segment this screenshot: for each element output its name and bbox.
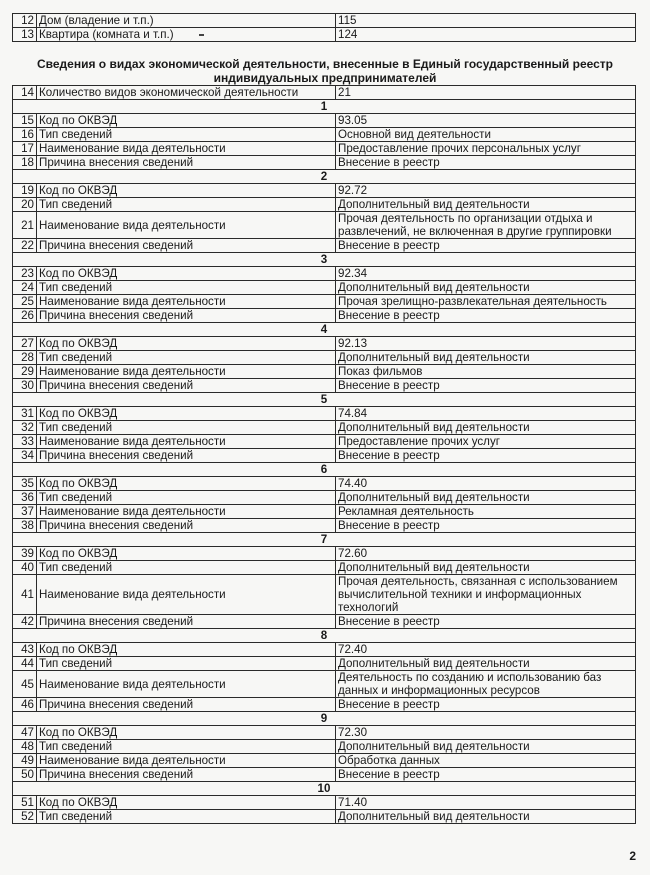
- row-value: 124: [336, 28, 636, 42]
- row-value: Дополнительный вид деятельности: [336, 561, 636, 575]
- row-label: Тип сведений: [37, 198, 336, 212]
- row-number: 32: [13, 421, 37, 435]
- row-label: Причина внесения сведений: [37, 519, 336, 533]
- table-row: [13, 337, 636, 351]
- table-row: [13, 351, 636, 365]
- table-row: [13, 239, 636, 253]
- row-value: Дополнительный вид деятельности: [336, 491, 636, 505]
- row-number: 50: [13, 768, 37, 782]
- activity-section-header: [13, 393, 636, 407]
- row-value: 74.84: [336, 407, 636, 421]
- row-label: Код по ОКВЭД: [37, 643, 336, 657]
- row-number: 39: [13, 547, 37, 561]
- row-value: Дополнительный вид деятельности: [336, 810, 636, 824]
- row-label: Код по ОКВЭД: [37, 184, 336, 198]
- row-label: Код по ОКВЭД: [37, 726, 336, 740]
- table-row: [13, 309, 636, 323]
- stray-mark: [199, 34, 204, 36]
- row-number: 20: [13, 198, 37, 212]
- row-number: 51: [13, 796, 37, 810]
- row-value: Дополнительный вид деятельности: [336, 351, 636, 365]
- table-row: [13, 142, 636, 156]
- row-label: Тип сведений: [37, 281, 336, 295]
- row-label: Причина внесения сведений: [37, 156, 336, 170]
- row-value: Внесение в реестр: [336, 698, 636, 712]
- row-number: 26: [13, 309, 37, 323]
- row-label: Наименование вида деятельности: [37, 212, 336, 239]
- address-table: [12, 13, 636, 42]
- section-title-line1: Сведения о видах экономической деятельности, внесенные в Единый государственный реестр: [36, 57, 614, 71]
- table-row: [13, 114, 636, 128]
- table-row: [13, 810, 636, 824]
- row-value: Дополнительный вид деятельности: [336, 281, 636, 295]
- table-row: [13, 128, 636, 142]
- table-row: [13, 28, 636, 42]
- row-label: Причина внесения сведений: [37, 615, 336, 629]
- row-number: 42: [13, 615, 37, 629]
- row-number: 30: [13, 379, 37, 393]
- row-value: Прочая деятельность, связанная с использованием вычислительной техники и информационных технологий: [336, 575, 636, 615]
- row-value: Внесение в реестр: [336, 519, 636, 533]
- row-label: Причина внесения сведений: [37, 239, 336, 253]
- section-title-line2: индивидуальных предпринимателей: [213, 71, 437, 85]
- row-label: Наименование вида деятельности: [37, 365, 336, 379]
- row-label: Наименование вида деятельности: [37, 575, 336, 615]
- activity-section-header: [13, 533, 636, 547]
- table-row: [13, 156, 636, 170]
- row-number: 28: [13, 351, 37, 365]
- row-value: 71.40: [336, 796, 636, 810]
- row-value: Внесение в реестр: [336, 615, 636, 629]
- row-number: 41: [13, 575, 37, 615]
- table-row: [13, 671, 636, 698]
- activity-index: 1: [13, 100, 636, 114]
- row-number: 13: [13, 28, 37, 42]
- row-label: Причина внесения сведений: [37, 768, 336, 782]
- row-label: Наименование вида деятельности: [37, 435, 336, 449]
- row-value: 92.13: [336, 337, 636, 351]
- row-value: Внесение в реестр: [336, 156, 636, 170]
- activities-table: [12, 85, 636, 824]
- table-row: [13, 547, 636, 561]
- table-row: [13, 281, 636, 295]
- table-row: [13, 379, 636, 393]
- row-label: Дом (владение и т.п.): [37, 14, 336, 28]
- row-number: 43: [13, 643, 37, 657]
- table-row: [13, 407, 636, 421]
- activity-index: 8: [13, 629, 636, 643]
- row-value: 93.05: [336, 114, 636, 128]
- table-row: [13, 519, 636, 533]
- activity-section-header: [13, 463, 636, 477]
- table-row: [13, 575, 636, 615]
- activity-section-header: [13, 629, 636, 643]
- table-row: [13, 267, 636, 281]
- table-row: [13, 615, 636, 629]
- row-label: Тип сведений: [37, 561, 336, 575]
- row-value: Деятельность по созданию и использованию баз данных и информационных ресурсов: [336, 671, 636, 698]
- row-label: Тип сведений: [37, 491, 336, 505]
- row-label: Код по ОКВЭД: [37, 267, 336, 281]
- row-number: 15: [13, 114, 37, 128]
- row-value: 92.34: [336, 267, 636, 281]
- row-number: 21: [13, 212, 37, 239]
- row-label: Код по ОКВЭД: [37, 337, 336, 351]
- activity-index: 3: [13, 253, 636, 267]
- row-number: 35: [13, 477, 37, 491]
- row-number: 46: [13, 698, 37, 712]
- table-row: [13, 365, 636, 379]
- row-value: 21: [336, 86, 636, 100]
- table-row: [13, 435, 636, 449]
- row-number: 16: [13, 128, 37, 142]
- row-label: Тип сведений: [37, 351, 336, 365]
- table-row: [13, 796, 636, 810]
- row-label: Тип сведений: [37, 421, 336, 435]
- row-value: Предоставление прочих услуг: [336, 435, 636, 449]
- row-number: 25: [13, 295, 37, 309]
- table-row: [13, 477, 636, 491]
- row-value: Показ фильмов: [336, 365, 636, 379]
- row-label: Наименование вида деятельности: [37, 142, 336, 156]
- row-label: Причина внесения сведений: [37, 449, 336, 463]
- row-label: Наименование вида деятельности: [37, 505, 336, 519]
- row-number: 37: [13, 505, 37, 519]
- activity-index: 7: [13, 533, 636, 547]
- activity-index: 2: [13, 170, 636, 184]
- row-label: Наименование вида деятельности: [37, 295, 336, 309]
- section-title: [0, 57, 650, 85]
- row-number: 24: [13, 281, 37, 295]
- activity-index: 6: [13, 463, 636, 477]
- row-number: 17: [13, 142, 37, 156]
- table-row: [13, 295, 636, 309]
- row-number: 44: [13, 657, 37, 671]
- table-row: [13, 491, 636, 505]
- row-value: 72.30: [336, 726, 636, 740]
- row-label: Код по ОКВЭД: [37, 407, 336, 421]
- row-label: Причина внесения сведений: [37, 698, 336, 712]
- row-number: 34: [13, 449, 37, 463]
- row-value: Внесение в реестр: [336, 309, 636, 323]
- activity-section-header: [13, 782, 636, 796]
- row-value: 92.72: [336, 184, 636, 198]
- row-number: 36: [13, 491, 37, 505]
- row-number: 48: [13, 740, 37, 754]
- table-row: [13, 740, 636, 754]
- row-label: Тип сведений: [37, 128, 336, 142]
- row-number: 33: [13, 435, 37, 449]
- row-value: Дополнительный вид деятельности: [336, 740, 636, 754]
- row-value: Прочая деятельность по организации отдыха и развлечений, не включенная в другие группировки: [336, 212, 636, 239]
- row-value: Основной вид деятельности: [336, 128, 636, 142]
- row-number: 49: [13, 754, 37, 768]
- row-value: Внесение в реестр: [336, 239, 636, 253]
- row-label: Причина внесения сведений: [37, 379, 336, 393]
- row-value: Внесение в реестр: [336, 379, 636, 393]
- row-number: 12: [13, 14, 37, 28]
- table-row: [13, 768, 636, 782]
- row-label: Наименование вида деятельности: [37, 671, 336, 698]
- row-number: 47: [13, 726, 37, 740]
- activity-index: 5: [13, 393, 636, 407]
- table-row: [13, 198, 636, 212]
- table-row: [13, 561, 636, 575]
- row-number: 31: [13, 407, 37, 421]
- activity-section-header: [13, 712, 636, 726]
- row-label: Код по ОКВЭД: [37, 547, 336, 561]
- row-label: Тип сведений: [37, 810, 336, 824]
- row-value: Предоставление прочих персональных услуг: [336, 142, 636, 156]
- table-row: [13, 212, 636, 239]
- row-number: 40: [13, 561, 37, 575]
- row-number: 52: [13, 810, 37, 824]
- row-value: 74.40: [336, 477, 636, 491]
- row-value: Рекламная деятельность: [336, 505, 636, 519]
- table-row: [13, 505, 636, 519]
- row-number: 19: [13, 184, 37, 198]
- table-row: [13, 14, 636, 28]
- row-value: Дополнительный вид деятельности: [336, 657, 636, 671]
- page-number: 2: [629, 849, 636, 863]
- table-row: [13, 449, 636, 463]
- row-label: Тип сведений: [37, 740, 336, 754]
- table-row: [13, 421, 636, 435]
- activity-section-header: [13, 100, 636, 114]
- activity-index: 4: [13, 323, 636, 337]
- row-value: Внесение в реестр: [336, 449, 636, 463]
- table-row: [13, 643, 636, 657]
- table-row: [13, 726, 636, 740]
- row-value: 72.40: [336, 643, 636, 657]
- activity-section-header: [13, 170, 636, 184]
- table-row: [13, 698, 636, 712]
- row-value: Прочая зрелищно-развлекательная деятельность: [336, 295, 636, 309]
- row-label: Тип сведений: [37, 657, 336, 671]
- row-number: 22: [13, 239, 37, 253]
- row-label: Количество видов экономической деятельности: [37, 86, 336, 100]
- row-number: 45: [13, 671, 37, 698]
- row-value: Дополнительный вид деятельности: [336, 198, 636, 212]
- row-number: 14: [13, 86, 37, 100]
- row-value: Обработка данных: [336, 754, 636, 768]
- row-label: Наименование вида деятельности: [37, 754, 336, 768]
- row-label: Причина внесения сведений: [37, 309, 336, 323]
- row-number: 23: [13, 267, 37, 281]
- row-value: 72.60: [336, 547, 636, 561]
- row-number: 38: [13, 519, 37, 533]
- row-value: 115: [336, 14, 636, 28]
- table-row: [13, 657, 636, 671]
- row-label: Код по ОКВЭД: [37, 114, 336, 128]
- row-label: Квартира (комната и т.п.): [37, 28, 336, 42]
- row-value: Внесение в реестр: [336, 768, 636, 782]
- table-row-count: [13, 86, 636, 100]
- row-number: 18: [13, 156, 37, 170]
- table-row: [13, 754, 636, 768]
- activity-index: 9: [13, 712, 636, 726]
- activity-section-header: [13, 323, 636, 337]
- table-row: [13, 184, 636, 198]
- row-number: 27: [13, 337, 37, 351]
- row-value: Дополнительный вид деятельности: [336, 421, 636, 435]
- activity-index: 10: [13, 782, 636, 796]
- row-label: Код по ОКВЭД: [37, 796, 336, 810]
- activity-section-header: [13, 253, 636, 267]
- row-label: Код по ОКВЭД: [37, 477, 336, 491]
- row-number: 29: [13, 365, 37, 379]
